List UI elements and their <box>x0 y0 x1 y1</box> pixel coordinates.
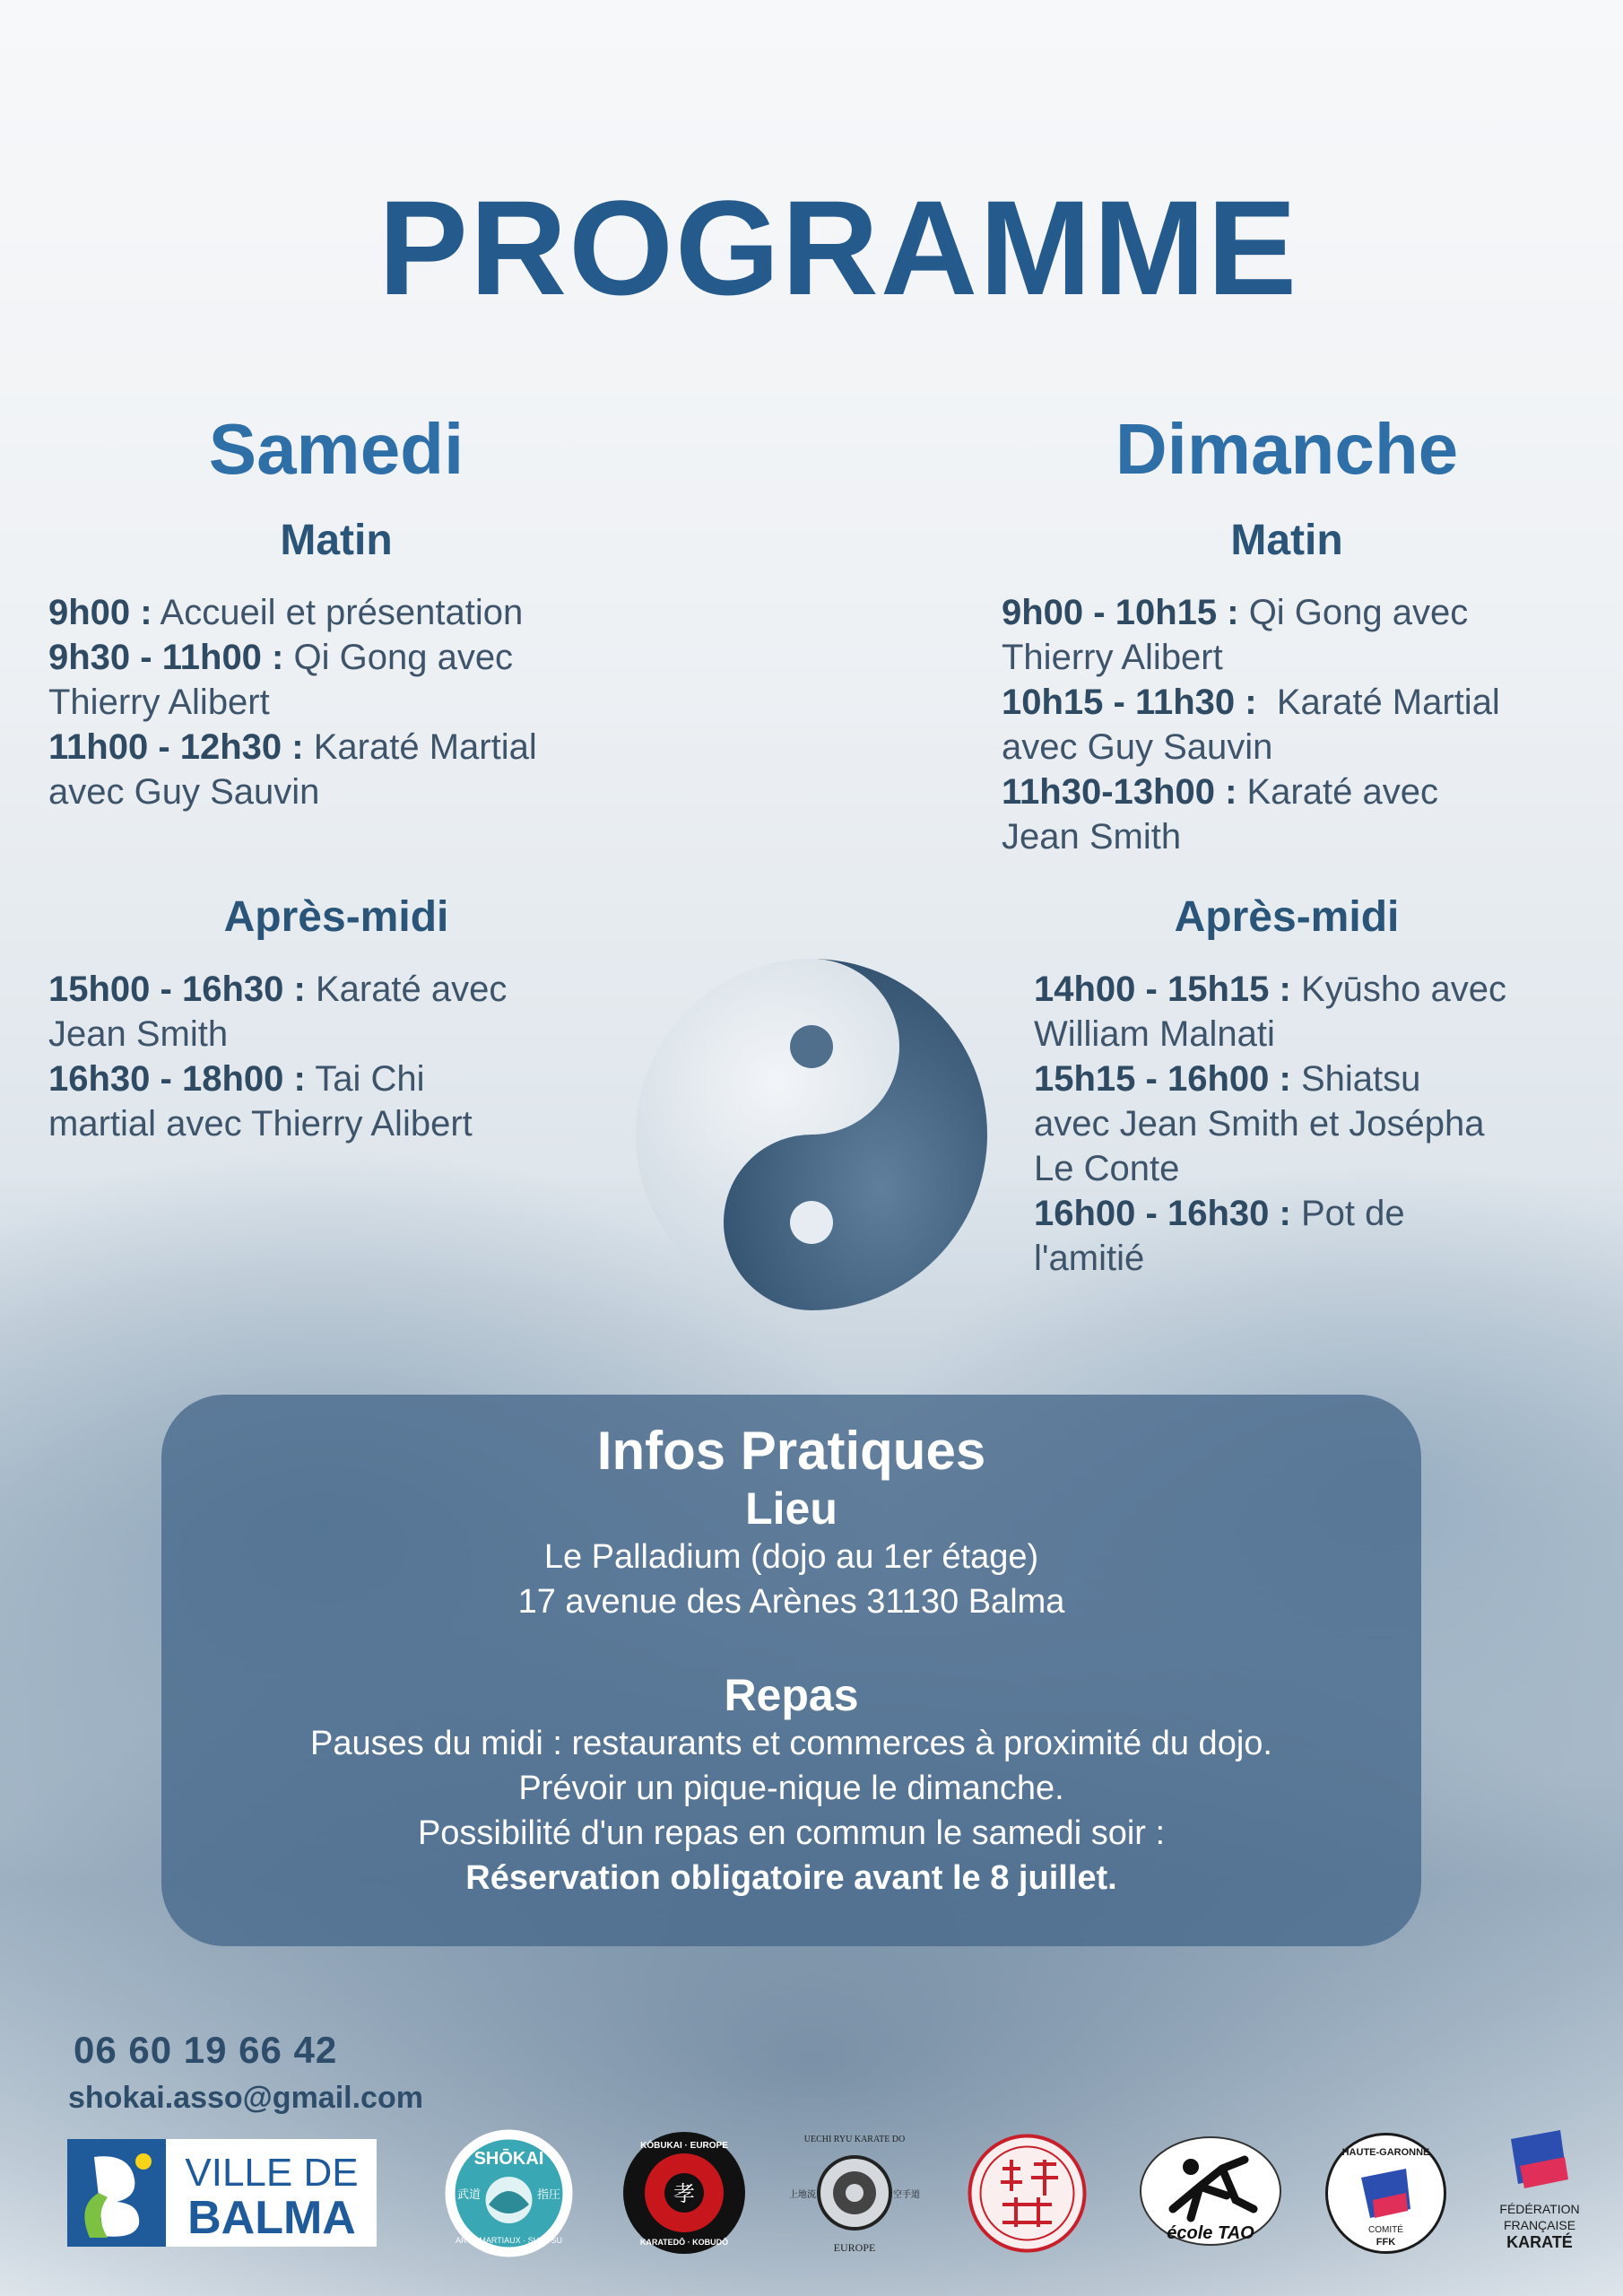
shokai-right: 指圧 <box>536 2187 560 2202</box>
balma-line-2: BALMA <box>187 2192 356 2244</box>
hg-bottom-1: COMITÉ <box>1367 2224 1403 2235</box>
schedule-text: Thierry Alibert <box>1002 638 1223 677</box>
schedule-text: Pot de <box>1290 1194 1405 1233</box>
shokai-logo <box>441 2126 576 2260</box>
lieu-heading: Lieu <box>745 1483 838 1534</box>
day-heading-dimanche: Dimanche <box>1115 409 1459 489</box>
balma-line-1: VILLE DE <box>185 2151 359 2195</box>
uechi-right: 空手道 <box>892 2190 920 2200</box>
schedule-text: martial avec Thierry Alibert <box>48 1104 473 1144</box>
kobukai-logo <box>619 2126 749 2260</box>
schedule-line <box>1002 680 1620 725</box>
kobukai-bottom: KARATEDŌ · KOBUDŌ <box>639 2238 728 2247</box>
samedi-matin-heading: Matin <box>280 517 393 564</box>
lieu-line-2: 17 avenue des Arènes 31130 Balma <box>517 1583 1065 1621</box>
uechi-bottom: EUROPE <box>833 2241 875 2254</box>
schedule-time: 16h00 - 16h30 : <box>1034 1194 1291 1233</box>
uechi-ryu-logo <box>780 2126 928 2260</box>
schedule-text: Karaté Martial <box>1256 683 1500 722</box>
infos-title: Infos Pratiques <box>596 1421 986 1481</box>
infos-pratiques-panel <box>161 1395 1421 1946</box>
schedule-line <box>1002 814 1620 859</box>
schedule-line <box>1034 1146 1621 1191</box>
dimanche-matin-heading: Matin <box>1230 517 1343 564</box>
day-heading-samedi: Samedi <box>208 409 464 489</box>
repas-line-2: Prévoir un pique-nique le dimanche. <box>518 1770 1064 1807</box>
lieu-line-1: Le Palladium (dojo au 1er étage) <box>543 1538 1039 1576</box>
schedule-text: Qi Gong avec <box>1238 593 1469 632</box>
ffk-logo <box>1484 2126 1596 2260</box>
haute-garonne-ffk-logo <box>1318 2126 1453 2260</box>
schedule-time: 15h00 - 16h30 : <box>48 970 306 1009</box>
schedule-text: avec Guy Sauvin <box>1002 727 1273 767</box>
schedule-text: Le Conte <box>1034 1149 1180 1188</box>
ecole-tao-text: école TAO <box>1166 2222 1254 2243</box>
shokai-left: 武道 <box>456 2187 481 2202</box>
schedule-line <box>1002 590 1620 635</box>
schedule-line <box>48 1012 658 1057</box>
schedule-line <box>48 725 658 770</box>
shokai-name: SHŌKAI <box>473 2148 543 2169</box>
schedule-text: Karaté avec <box>305 970 508 1009</box>
schedule-text: Tai Chi <box>305 1059 425 1099</box>
schedule-time: 14h00 - 15h15 : <box>1034 970 1291 1009</box>
dimanche-matin-schedule <box>1002 590 1620 859</box>
schedule-text: Jean Smith <box>1002 817 1182 857</box>
contact-email[interactable]: shokai.asso@gmail.com <box>68 2081 423 2115</box>
schedule-time: 11h00 - 12h30 : <box>48 727 304 767</box>
ffk-line-2: FRANÇAISE <box>1503 2218 1576 2232</box>
schedule-line <box>48 1101 658 1146</box>
schedule-line <box>1034 1191 1621 1236</box>
schedule-text: Jean Smith <box>48 1014 229 1054</box>
uechi-top: UECHI RYU KARATE DO <box>803 2135 905 2144</box>
schedule-time: 16h30 - 18h00 : <box>48 1059 306 1099</box>
dimanche-apres-heading: Après-midi <box>1174 893 1400 941</box>
schedule-time: 9h00 : <box>48 593 152 632</box>
schedule-text: Shiatsu <box>1290 1059 1421 1099</box>
ville-de-balma-logo <box>67 2126 377 2260</box>
schedule-line <box>48 680 658 725</box>
schedule-line <box>48 770 658 814</box>
schedule-time: 10h15 - 11h30 : <box>1002 683 1257 722</box>
ecole-tao-logo <box>1134 2126 1287 2260</box>
hg-bottom-2: FFK <box>1376 2236 1395 2248</box>
samedi-matin-schedule <box>48 590 658 814</box>
schedule-time: 15h15 - 16h00 : <box>1034 1059 1291 1099</box>
ffk-line-1: FÉDÉRATION <box>1499 2202 1580 2216</box>
schedule-text: Karaté Martial <box>303 727 537 767</box>
schedule-line <box>48 635 658 680</box>
schedule-text: Kyūsho avec <box>1290 970 1506 1009</box>
schedule-line <box>48 1057 658 1101</box>
contact-phone[interactable]: 06 60 19 66 42 <box>74 2029 338 2071</box>
schedule-time: 9h30 - 11h00 : <box>48 638 284 677</box>
repas-line-1: Pauses du midi : restaurants et commerces à proximité du dojo. <box>310 1725 1272 1762</box>
schedule-line <box>1002 725 1620 770</box>
schedule-line <box>1034 967 1621 1012</box>
samedi-apres-schedule <box>48 967 658 1146</box>
schedule-line <box>48 967 658 1012</box>
schedule-line <box>1034 1236 1621 1281</box>
repas-heading: Repas <box>724 1670 859 1720</box>
uechi-left: 上地流 <box>788 2190 816 2200</box>
schedule-text: avec Jean Smith et Josépha <box>1034 1104 1485 1144</box>
hg-top: HAUTE-GARONNE <box>1341 2146 1429 2158</box>
schedule-line <box>1034 1101 1621 1146</box>
schedule-line <box>1034 1012 1621 1057</box>
schedule-line <box>48 590 658 635</box>
schedule-text: Qi Gong avec <box>283 638 514 677</box>
schedule-text: l'amitié <box>1034 1239 1145 1278</box>
ffk-line-3: KARATÉ <box>1506 2233 1573 2251</box>
schedule-line <box>1002 635 1620 680</box>
schedule-time: 11h30-13h00 : <box>1002 772 1237 812</box>
kobukai-kanji: 孝 <box>673 2181 695 2206</box>
repas-line-4: Réservation obligatoire avant le 8 juillet. <box>465 1859 1117 1897</box>
schedule-line <box>1002 770 1620 814</box>
schedule-text: Accueil et présentation <box>152 593 524 632</box>
schedule-text: avec Guy Sauvin <box>48 772 320 812</box>
repas-line-3: Possibilité d'un repas en commun le samedi soir : <box>417 1814 1166 1852</box>
yin-yang-icon <box>632 955 991 1314</box>
schedule-text: Thierry Alibert <box>48 683 270 722</box>
kobukai-top: KŌBUKAI · EUROPE <box>639 2141 728 2151</box>
schedule-text: Karaté avec <box>1237 772 1438 812</box>
shokai-arc: ARTS MARTIAUX · SHIATSU <box>455 2235 562 2245</box>
page-title: PROGRAMME <box>378 172 1299 323</box>
red-seal-logo <box>964 2126 1089 2260</box>
samedi-apres-heading: Après-midi <box>223 893 449 941</box>
dimanche-apres-schedule <box>1034 967 1621 1281</box>
schedule-time: 9h00 - 10h15 : <box>1002 593 1239 632</box>
schedule-text: William Malnati <box>1034 1014 1275 1054</box>
schedule-line <box>1034 1057 1621 1101</box>
